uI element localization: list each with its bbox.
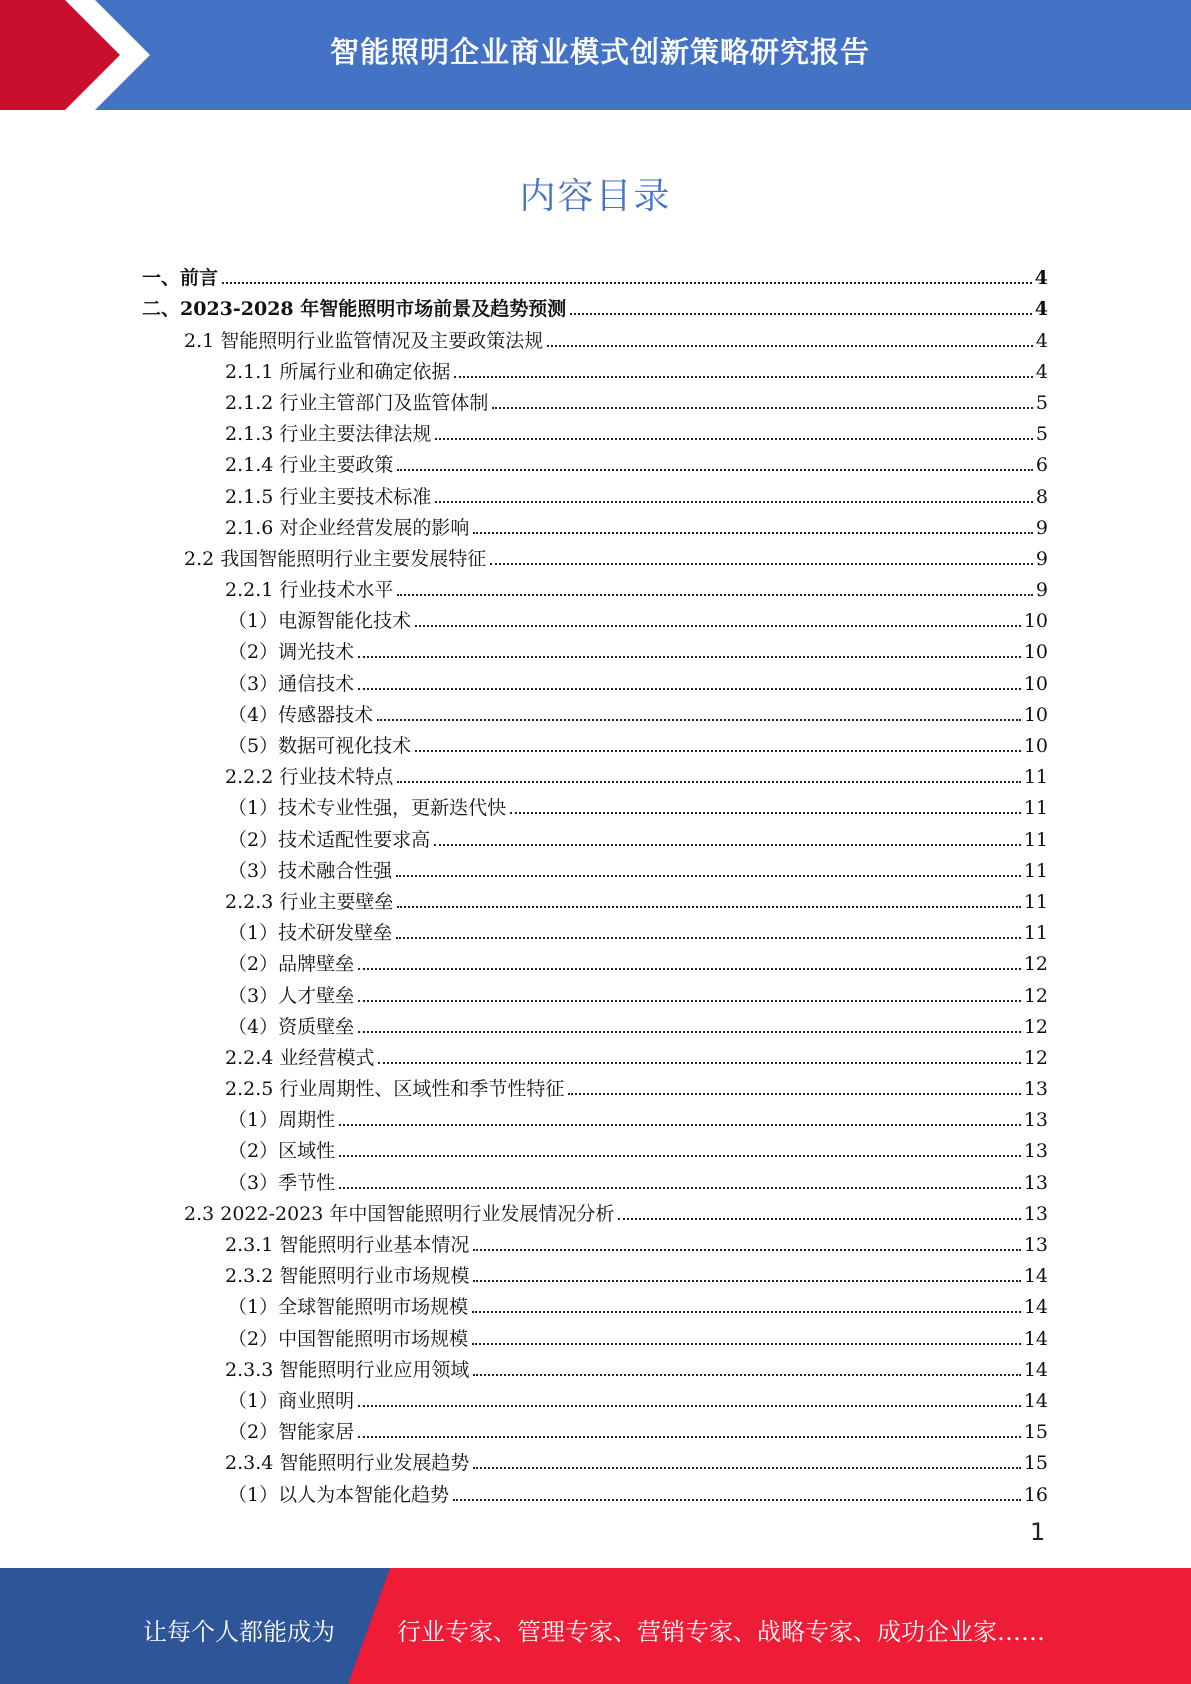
toc-entry[interactable] [142, 1131, 1048, 1162]
toc-entry-page: 10 [1023, 610, 1048, 633]
toc-entry[interactable] [142, 1069, 1048, 1100]
toc-entry-page: 4 [1034, 267, 1048, 290]
toc-entry-page: 15 [1023, 1452, 1048, 1475]
toc-leader-dots [415, 750, 1021, 752]
toc-entry-page: 10 [1023, 735, 1048, 757]
toc-entry-page: 10 [1023, 641, 1048, 664]
toc-entry-label: （1）全球智能照明市场规模 [228, 1296, 469, 1319]
toc-entry[interactable] [142, 352, 1048, 383]
toc-entry-page: 13 [1023, 1202, 1048, 1225]
toc-leader-dots [358, 1000, 1021, 1002]
toc-entry-page: 9 [1035, 579, 1048, 602]
toc-entry-page: 13 [1023, 1140, 1048, 1163]
toc-entry-page: 13 [1023, 1171, 1048, 1194]
toc-entry-page: 14 [1023, 1327, 1048, 1350]
toc-entry-page: 11 [1023, 766, 1048, 789]
toc-leader-dots [378, 1062, 1020, 1064]
toc-leader-dots [435, 438, 1033, 440]
toc-leader-dots [397, 906, 1020, 908]
toc-leader-dots [222, 282, 1032, 284]
toc-entry-page: 4 [1035, 360, 1048, 383]
toc-entry-page: 13 [1023, 1078, 1048, 1101]
toc-leader-dots [570, 313, 1032, 315]
toc-entry-label: （1）周期性 [228, 1109, 336, 1132]
toc-entry-page: 9 [1035, 547, 1048, 570]
table-of-contents [142, 258, 1048, 1506]
toc-entry-label: 2.2.1 行业技术水平 [225, 579, 394, 602]
toc-entry[interactable] [142, 788, 1048, 819]
toc-entry[interactable] [142, 601, 1048, 632]
toc-leader-dots [339, 1187, 1021, 1189]
toc-entry-page: 14 [1023, 1265, 1048, 1288]
toc-leader-dots [396, 937, 1021, 939]
toc-entry[interactable] [142, 1474, 1048, 1505]
toc-entry-page: 14 [1023, 1358, 1048, 1381]
toc-leader-dots [358, 688, 1021, 690]
toc-entry-label: （1）以人为本智能化趋势 [228, 1483, 450, 1506]
toc-entry[interactable] [142, 414, 1048, 445]
toc-entry-label: （4）传感器技术 [228, 703, 374, 726]
toc-entry[interactable] [142, 539, 1048, 570]
footer-slogan-right: 行业专家、管理专家、营销专家、战略专家、成功企业家…… [397, 1618, 1045, 1646]
toc-entry[interactable] [142, 1443, 1048, 1474]
toc-leader-dots [473, 532, 1033, 534]
toc-entry-label: （3）技术融合性强 [228, 859, 393, 882]
toc-entry-page: 12 [1023, 953, 1048, 976]
toc-leader-dots [397, 781, 1020, 783]
toc-entry[interactable] [142, 1162, 1048, 1193]
toc-leader-dots [473, 1467, 1020, 1469]
toc-entry-page: 13 [1023, 1109, 1048, 1132]
toc-leader-dots [396, 875, 1021, 877]
toc-entry-page: 12 [1023, 1015, 1048, 1038]
toc-entry[interactable] [142, 851, 1048, 882]
toc-entry-label: 二、2023-2028 年智能照明市场前景及趋势预测 [142, 298, 567, 321]
toc-leader-dots [415, 625, 1021, 627]
toc-entry-label: （2）中国智能照明市场规模 [228, 1327, 469, 1350]
toc-entry[interactable] [142, 1412, 1048, 1443]
toc-entry-page: 12 [1023, 984, 1048, 1007]
toc-entry[interactable] [142, 757, 1048, 788]
report-title: 智能照明企业商业模式创新策略研究报告 [330, 35, 871, 69]
toc-entry-page: 5 [1035, 391, 1048, 414]
toc-entry-page: 4 [1034, 298, 1048, 321]
toc-entry[interactable] [142, 476, 1048, 507]
header-arrow-decoration [0, 0, 200, 110]
toc-entry-label: 2.1.1 所属行业和确定依据 [225, 360, 451, 383]
toc-heading: 内容目录 [519, 176, 672, 217]
toc-leader-dots [358, 1031, 1021, 1033]
toc-leader-dots [472, 1311, 1021, 1313]
toc-entry-page: 5 [1035, 423, 1048, 446]
toc-entry-label: 2.1.4 行业主要政策 [225, 454, 394, 477]
toc-entry-label: （2）区域性 [228, 1140, 336, 1163]
toc-entry-page: 8 [1035, 485, 1048, 508]
toc-leader-dots [434, 844, 1021, 846]
toc-leader-dots [358, 968, 1021, 970]
toc-leader-dots [473, 1280, 1020, 1282]
toc-entry[interactable] [142, 726, 1048, 757]
toc-leader-dots [453, 1499, 1021, 1501]
toc-leader-dots [490, 563, 1033, 565]
toc-entry[interactable] [142, 1350, 1048, 1381]
toc-entry-label: 2.2.4 业经营模式 [225, 1046, 375, 1069]
toc-entry-label: 一、前言 [142, 267, 219, 290]
toc-leader-dots [492, 407, 1033, 409]
toc-entry-page: 16 [1023, 1483, 1048, 1506]
toc-leader-dots [435, 501, 1033, 503]
toc-entry-label: （2）智能家居 [228, 1421, 355, 1444]
toc-leader-dots [339, 1155, 1021, 1157]
toc-entry-page: 14 [1023, 1296, 1048, 1319]
toc-entry[interactable] [142, 695, 1048, 726]
toc-entry[interactable] [142, 975, 1048, 1006]
toc-leader-dots [358, 656, 1021, 658]
toc-entry-label: 2.2.3 行业主要壁垒 [225, 890, 394, 913]
toc-entry-page: 4 [1035, 329, 1048, 352]
toc-entry-label: 2.1.2 行业主管部门及监管体制 [225, 391, 489, 414]
toc-leader-dots [473, 1374, 1020, 1376]
toc-entry-label: 2.2.2 行业技术特点 [225, 766, 394, 789]
toc-leader-dots [339, 1124, 1021, 1126]
toc-entry[interactable] [142, 1038, 1048, 1069]
toc-leader-dots [358, 1405, 1021, 1407]
toc-leader-dots [510, 812, 1021, 814]
toc-leader-dots [473, 1249, 1020, 1251]
page-header [0, 0, 1191, 110]
toc-entry-label: 2.2 我国智能照明行业主要发展特征 [184, 547, 487, 570]
toc-entry-label: 2.3.4 智能照明行业发展趋势 [225, 1452, 470, 1475]
toc-entry[interactable] [142, 882, 1048, 913]
toc-entry-label: 2.1 智能照明行业监管情况及主要政策法规 [184, 329, 544, 352]
toc-entry[interactable] [142, 320, 1048, 351]
toc-leader-dots [547, 345, 1033, 347]
toc-entry[interactable] [142, 1256, 1048, 1287]
toc-entry-label: （3）通信技术 [228, 672, 355, 695]
toc-entry-label: 2.3.3 智能照明行业应用领域 [225, 1358, 470, 1381]
toc-leader-dots [377, 719, 1021, 721]
toc-entry[interactable] [142, 1287, 1048, 1318]
toc-entry-label: （5）数据可视化技术 [228, 735, 412, 757]
toc-entry[interactable] [142, 1100, 1048, 1131]
toc-entry-page: 10 [1023, 672, 1048, 695]
toc-entry-page: 14 [1023, 1389, 1048, 1412]
toc-leader-dots [397, 594, 1033, 596]
toc-entry-label: （2）品牌壁垒 [228, 953, 355, 976]
toc-entry[interactable] [142, 913, 1048, 944]
toc-entry[interactable] [142, 1381, 1048, 1412]
toc-entry[interactable] [142, 663, 1048, 694]
toc-entry[interactable] [142, 632, 1048, 663]
toc-entry-label: 2.2.5 行业周期性、区域性和季节性特征 [225, 1078, 565, 1101]
page-number: 1 [1030, 1518, 1046, 1546]
toc-entry[interactable] [142, 819, 1048, 850]
toc-entry-label: （1）电源智能化技术 [228, 610, 412, 633]
toc-entry-page: 9 [1035, 516, 1048, 539]
toc-entry-page: 12 [1023, 1046, 1048, 1069]
toc-entry-page: 11 [1023, 922, 1048, 945]
toc-entry[interactable] [142, 445, 1048, 476]
toc-entry-label: （1）技术专业性强，更新迭代快 [228, 797, 507, 820]
toc-entry[interactable] [142, 383, 1048, 414]
toc-entry-label: 2.3.2 智能照明行业市场规模 [225, 1265, 470, 1288]
toc-leader-dots [472, 1343, 1021, 1345]
toc-leader-dots [618, 1218, 1020, 1220]
toc-entry[interactable] [142, 944, 1048, 975]
toc-entry[interactable] [142, 1318, 1048, 1349]
toc-leader-dots [358, 1436, 1021, 1438]
toc-entry-page: 6 [1035, 454, 1048, 477]
toc-entry-label: 2.1.6 对企业经营发展的影响 [225, 516, 470, 539]
toc-entry-label: （3）人才壁垒 [228, 984, 355, 1007]
toc-entry-label: （1）技术研发壁垒 [228, 922, 393, 945]
toc-entry[interactable] [142, 570, 1048, 601]
page-footer [0, 1568, 1191, 1684]
toc-entry[interactable] [142, 508, 1048, 539]
toc-entry-label: （3）季节性 [228, 1171, 336, 1194]
toc-entry-label: （2）技术适配性要求高 [228, 828, 431, 851]
toc-entry-label: 2.1.5 行业主要技术标准 [225, 485, 432, 508]
toc-entry-label: 2.3.1 智能照明行业基本情况 [225, 1234, 470, 1256]
toc-entry-page: 11 [1023, 797, 1048, 820]
toc-entry-label: （4）资质壁垒 [228, 1015, 355, 1038]
toc-leader-dots [454, 376, 1033, 378]
toc-entry-label: 2.3 2022-2023 年中国智能照明行业发展情况分析 [184, 1202, 615, 1225]
toc-entry-page: 11 [1023, 890, 1048, 913]
toc-entry-page: 11 [1023, 859, 1048, 882]
toc-entry[interactable] [142, 258, 1048, 289]
footer-slogan-left: 让每个人都能成为 [143, 1618, 335, 1646]
toc-entry[interactable] [142, 289, 1048, 320]
toc-leader-dots [397, 469, 1033, 471]
toc-entry[interactable] [142, 1194, 1048, 1225]
toc-entry-page: 13 [1023, 1234, 1048, 1256]
toc-leader-dots [568, 1093, 1020, 1095]
toc-entry[interactable] [142, 1225, 1048, 1256]
toc-entry-page: 15 [1023, 1421, 1048, 1444]
toc-entry-page: 10 [1023, 703, 1048, 726]
toc-entry-label: 2.1.3 行业主要法律法规 [225, 423, 432, 446]
toc-entry-label: （1）商业照明 [228, 1389, 355, 1412]
toc-entry-label: （2）调光技术 [228, 641, 355, 664]
toc-entry-page: 11 [1023, 828, 1048, 851]
toc-entry[interactable] [142, 1007, 1048, 1038]
